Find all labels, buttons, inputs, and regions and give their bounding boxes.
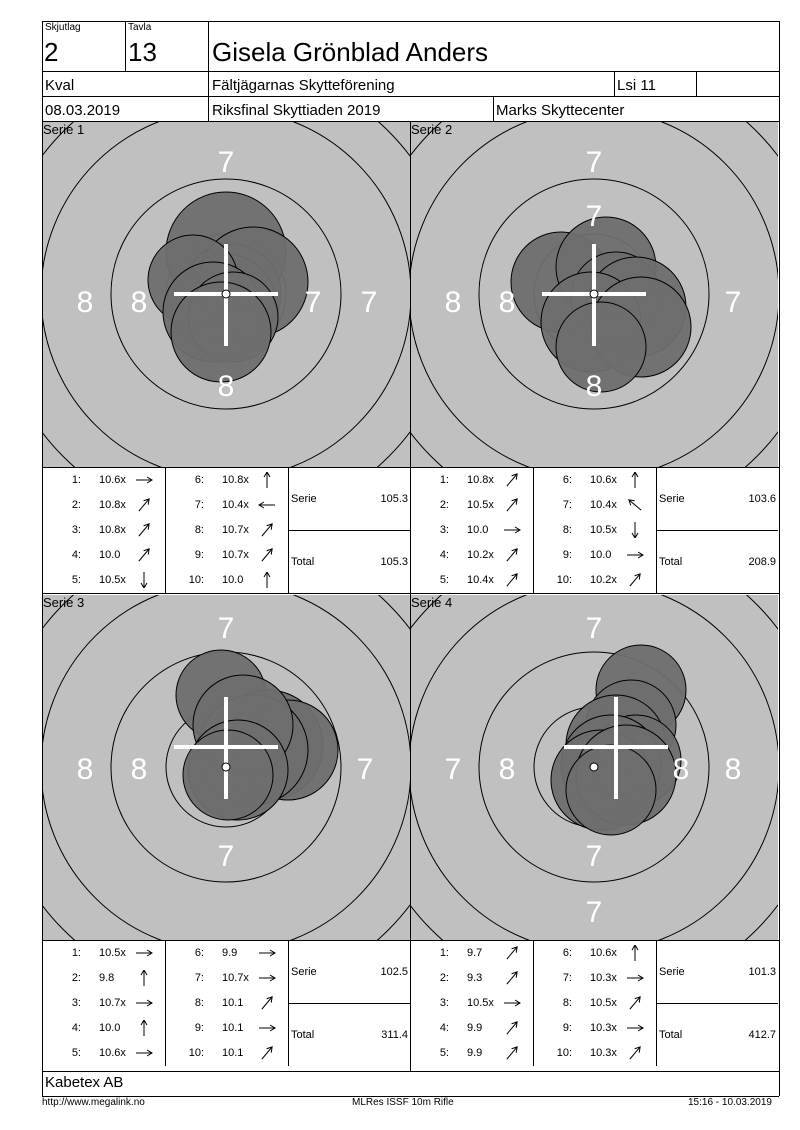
direction-arrow-icon	[133, 1045, 155, 1061]
center-dot	[222, 763, 230, 771]
shot-score: 9.3	[467, 972, 483, 984]
ring-number-label: 8	[444, 286, 462, 319]
shot-row	[166, 1022, 286, 1040]
center-dot	[590, 763, 598, 771]
direction-arrow-icon	[256, 522, 278, 538]
center-dot	[222, 290, 230, 298]
venue-name: Marks Skyttecenter	[496, 102, 625, 119]
ring-number-label: 7	[217, 612, 235, 645]
shot-score: 10.5x	[590, 524, 617, 536]
ring-number-label: 7	[585, 612, 603, 645]
table-divider	[656, 1003, 778, 1004]
shot-row	[534, 499, 654, 517]
direction-arrow-icon	[133, 497, 155, 513]
ring-number-label: 7	[585, 896, 603, 929]
shot-score: 10.5x	[590, 997, 617, 1009]
target-4	[411, 595, 778, 940]
direction-arrow-icon	[624, 1020, 646, 1036]
shot-number: 6:	[194, 947, 204, 959]
shot-number: 9:	[562, 549, 572, 561]
ring-number-label: 8	[672, 753, 690, 786]
ring-number-label: 8	[724, 753, 742, 786]
shot-score: 10.8x	[467, 474, 494, 486]
shot-score: 9.9	[467, 1022, 483, 1034]
target-rings	[411, 595, 778, 940]
direction-arrow-icon	[624, 547, 646, 563]
ring-number-label: 8	[498, 753, 516, 786]
shot-score: 10.3x	[590, 1047, 617, 1059]
direction-arrow-icon	[256, 547, 278, 563]
shot-number: 1:	[439, 947, 449, 959]
shot-score: 10.5x	[99, 947, 126, 959]
ring-number-label: 8	[76, 753, 94, 786]
shot-number: 4:	[439, 1022, 449, 1034]
class-name: Kval	[45, 77, 75, 94]
shot-number: 1:	[71, 947, 81, 959]
direction-arrow-icon	[256, 970, 278, 986]
direction-arrow-icon	[624, 1045, 646, 1061]
serie-sum-value: 105.3	[380, 493, 408, 505]
direction-arrow-icon	[624, 970, 646, 986]
total-value: 311.4	[381, 1029, 408, 1041]
event-date: 08.03.2019	[45, 102, 121, 119]
direction-arrow-icon	[624, 945, 646, 961]
event-name: Riksfinal Skyttiaden 2019	[212, 102, 381, 119]
shot-row	[534, 1022, 654, 1040]
shot-number: 3:	[71, 997, 81, 1009]
shot-row	[411, 524, 531, 542]
ring-number-label: 8	[217, 370, 235, 403]
shot-score: 10.1	[222, 1022, 244, 1034]
direction-arrow-icon	[256, 945, 278, 961]
shot-number: 3:	[71, 524, 81, 536]
ring-number-label: 7	[444, 753, 462, 786]
serie-sum-value: 103.6	[748, 493, 776, 505]
ring-number-label: 7	[724, 286, 742, 319]
shot-row	[534, 947, 654, 965]
skjutlag-value: 2	[44, 37, 59, 67]
shot-number: 4:	[71, 549, 81, 561]
ring-number-label: 8	[130, 753, 148, 786]
serie-title: Serie 3	[43, 595, 85, 610]
shot-row	[411, 1022, 531, 1040]
direction-arrow-icon	[624, 572, 646, 588]
direction-arrow-icon	[624, 995, 646, 1011]
ring-number-label: 8	[76, 286, 94, 319]
shot-score: 10.0	[99, 1022, 121, 1034]
shot-row	[43, 1047, 163, 1065]
footer-url[interactable]: http://www.megalink.no	[42, 1097, 145, 1108]
shot-score: 10.4x	[467, 574, 494, 586]
ring-number-label: 7	[304, 286, 322, 319]
direction-arrow-icon	[133, 472, 155, 488]
shot-score: 10.7x	[99, 997, 126, 1009]
total-label: Total	[291, 1029, 315, 1041]
shot-score: 10.7x	[222, 972, 249, 984]
direction-arrow-icon	[501, 497, 523, 513]
company-name: Kabetex AB	[45, 1074, 124, 1091]
direction-arrow-icon	[501, 522, 523, 538]
target-rings	[43, 595, 410, 940]
shot-number: 4:	[439, 549, 449, 561]
ring-number-label: 7	[217, 146, 235, 179]
direction-arrow-icon	[624, 522, 646, 538]
shot-number: 5:	[71, 574, 81, 586]
direction-arrow-icon	[133, 1020, 155, 1036]
direction-arrow-icon	[133, 995, 155, 1011]
shot-score: 10.2x	[467, 549, 494, 561]
direction-arrow-icon	[624, 497, 646, 513]
serie-sum-label: Serie	[659, 493, 685, 505]
shot-number: 9:	[194, 1022, 204, 1034]
shot-table	[411, 941, 778, 1066]
ring-number-label: 8	[498, 286, 516, 319]
shot-row	[43, 524, 163, 542]
shot-score: 9.7	[467, 947, 483, 959]
serie-title: Serie 2	[411, 122, 453, 137]
total-label: Total	[291, 556, 315, 568]
shot-row	[411, 574, 531, 592]
shot-score: 10.8x	[99, 524, 126, 536]
shot-row	[43, 499, 163, 517]
shot-score: 10.4x	[590, 499, 617, 511]
shot-row	[411, 499, 531, 517]
serie-title: Serie 1	[43, 122, 85, 137]
shot-row	[43, 474, 163, 492]
ring-number-label: 7	[585, 146, 603, 179]
shot-number: 1:	[439, 474, 449, 486]
shot-number: 1:	[71, 474, 81, 486]
tavla-label: Tavla	[128, 22, 152, 33]
shot-score: 10.1	[222, 1047, 244, 1059]
shot-score: 10.6x	[590, 947, 617, 959]
center-dot	[590, 290, 598, 298]
shot-number: 10:	[188, 1047, 204, 1059]
shot-row	[166, 499, 286, 517]
direction-arrow-icon	[256, 995, 278, 1011]
shot-number: 7:	[562, 972, 572, 984]
shot-number: 5:	[439, 574, 449, 586]
shot-number: 8:	[562, 524, 572, 536]
shot-row	[166, 474, 286, 492]
shot-row	[534, 997, 654, 1015]
shot-row	[534, 574, 654, 592]
target-1	[43, 122, 410, 467]
shot-row	[534, 549, 654, 567]
shot-number: 6:	[194, 474, 204, 486]
shot-row	[43, 574, 163, 592]
ring-number-label: 7	[356, 753, 374, 786]
shot-number: 3:	[439, 997, 449, 1009]
ring-number-label: 7	[360, 286, 378, 319]
shot-row	[411, 947, 531, 965]
direction-arrow-icon	[133, 970, 155, 986]
serie-title: Serie 4	[411, 595, 453, 610]
tavla-value: 13	[128, 37, 157, 67]
shot-row	[411, 474, 531, 492]
serie-sum-label: Serie	[659, 966, 685, 978]
serie-sum-value: 102.5	[380, 966, 408, 978]
shot-row	[166, 972, 286, 990]
shot-number: 7:	[194, 499, 204, 511]
shot-score: 10.3x	[590, 972, 617, 984]
shot-score: 10.6x	[590, 474, 617, 486]
shot-table	[43, 941, 410, 1066]
target-2	[411, 122, 778, 467]
shot-row	[411, 972, 531, 990]
shot-score: 10.5x	[467, 499, 494, 511]
shot-number: 3:	[439, 524, 449, 536]
ring-number-label: 7	[585, 200, 603, 233]
footer-printed: 15:16 - 10.03.2019	[688, 1097, 772, 1108]
shot-number: 2:	[71, 499, 81, 511]
table-divider	[288, 530, 410, 531]
shot-score: 10.0	[590, 549, 612, 561]
direction-arrow-icon	[133, 945, 155, 961]
table-divider	[42, 593, 779, 594]
shot-hole	[171, 282, 271, 382]
shot-number: 2:	[71, 972, 81, 984]
shot-row	[534, 1047, 654, 1065]
shot-row	[43, 549, 163, 567]
shot-number: 8:	[194, 524, 204, 536]
shot-number: 8:	[194, 997, 204, 1009]
total-label: Total	[659, 556, 683, 568]
shot-score: 10.0	[222, 574, 244, 586]
shot-number: 7:	[562, 499, 572, 511]
direction-arrow-icon	[501, 472, 523, 488]
serie-sum-value: 101.3	[748, 966, 776, 978]
direction-arrow-icon	[256, 1045, 278, 1061]
shot-number: 8:	[562, 997, 572, 1009]
shooter-name: Gisela Grönblad Anders	[212, 37, 489, 67]
shot-row	[166, 574, 286, 592]
table-divider	[288, 1003, 410, 1004]
shot-number: 6:	[562, 947, 572, 959]
shot-row	[534, 972, 654, 990]
shot-score: 10.0	[99, 549, 121, 561]
shot-table	[43, 468, 410, 593]
total-value: 208.9	[748, 556, 776, 568]
shot-score: 10.5x	[467, 997, 494, 1009]
shot-number: 5:	[439, 1047, 449, 1059]
shot-number: 10:	[556, 1047, 572, 1059]
shot-score: 9.9	[222, 947, 238, 959]
direction-arrow-icon	[501, 945, 523, 961]
ring-number-label: 7	[585, 840, 603, 873]
shot-score: 10.5x	[99, 574, 126, 586]
shot-score: 10.8x	[222, 474, 249, 486]
shot-score: 10.2x	[590, 574, 617, 586]
shot-score: 10.6x	[99, 1047, 126, 1059]
total-label: Total	[659, 1029, 683, 1041]
shot-score: 10.7x	[222, 524, 249, 536]
shot-row	[166, 549, 286, 567]
footer-software: MLRes ISSF 10m Rifle	[352, 1097, 454, 1108]
shot-number: 2:	[439, 499, 449, 511]
shot-row	[166, 997, 286, 1015]
shot-hole	[566, 745, 656, 835]
direction-arrow-icon	[256, 472, 278, 488]
direction-arrow-icon	[501, 572, 523, 588]
ring-number-label: 8	[130, 286, 148, 319]
serie-sum-label: Serie	[291, 493, 317, 505]
direction-arrow-icon	[501, 970, 523, 986]
shot-number: 6:	[562, 474, 572, 486]
direction-arrow-icon	[501, 1020, 523, 1036]
shot-row	[166, 524, 286, 542]
club-name: Fältjägarnas Skytteförening	[212, 77, 395, 94]
shot-row	[43, 1022, 163, 1040]
shot-score: 10.0	[467, 524, 489, 536]
shot-number: 2:	[439, 972, 449, 984]
shot-score: 9.8	[99, 972, 115, 984]
shot-row	[166, 947, 286, 965]
shot-number: 5:	[71, 1047, 81, 1059]
direction-arrow-icon	[133, 547, 155, 563]
shot-score: 9.9	[467, 1047, 483, 1059]
serie-sum-label: Serie	[291, 966, 317, 978]
shot-number: 10:	[556, 574, 572, 586]
direction-arrow-icon	[256, 572, 278, 588]
shot-row	[411, 997, 531, 1015]
direction-arrow-icon	[256, 497, 278, 513]
shot-row	[43, 972, 163, 990]
direction-arrow-icon	[256, 1020, 278, 1036]
shot-score: 10.6x	[99, 474, 126, 486]
skjutlag-label: Skjutlag	[45, 22, 81, 33]
ring-number-label: 7	[217, 840, 235, 873]
shot-number: 10:	[188, 574, 204, 586]
shot-number: 4:	[71, 1022, 81, 1034]
shot-number: 9:	[194, 549, 204, 561]
shot-row	[534, 524, 654, 542]
direction-arrow-icon	[501, 1045, 523, 1061]
shot-score: 10.4x	[222, 499, 249, 511]
ring-number-label: 8	[585, 370, 603, 403]
total-value: 412.7	[748, 1029, 776, 1041]
shot-row	[166, 1047, 286, 1065]
direction-arrow-icon	[501, 995, 523, 1011]
target-3	[43, 595, 410, 940]
total-value: 105.3	[380, 556, 408, 568]
direction-arrow-icon	[624, 472, 646, 488]
shot-row	[534, 474, 654, 492]
shot-score: 10.7x	[222, 549, 249, 561]
shot-row	[411, 1047, 531, 1065]
shot-score: 10.3x	[590, 1022, 617, 1034]
shot-score: 10.1	[222, 997, 244, 1009]
direction-arrow-icon	[133, 572, 155, 588]
target-rings	[43, 122, 410, 467]
lane-number: Lsi 11	[617, 77, 656, 94]
shot-row	[43, 997, 163, 1015]
shot-row	[43, 947, 163, 965]
shot-row	[411, 549, 531, 567]
target-rings	[411, 122, 778, 467]
shot-score: 10.8x	[99, 499, 126, 511]
direction-arrow-icon	[133, 522, 155, 538]
shot-table	[411, 468, 778, 593]
direction-arrow-icon	[501, 547, 523, 563]
shot-number: 9:	[562, 1022, 572, 1034]
table-divider	[656, 530, 778, 531]
shot-number: 7:	[194, 972, 204, 984]
